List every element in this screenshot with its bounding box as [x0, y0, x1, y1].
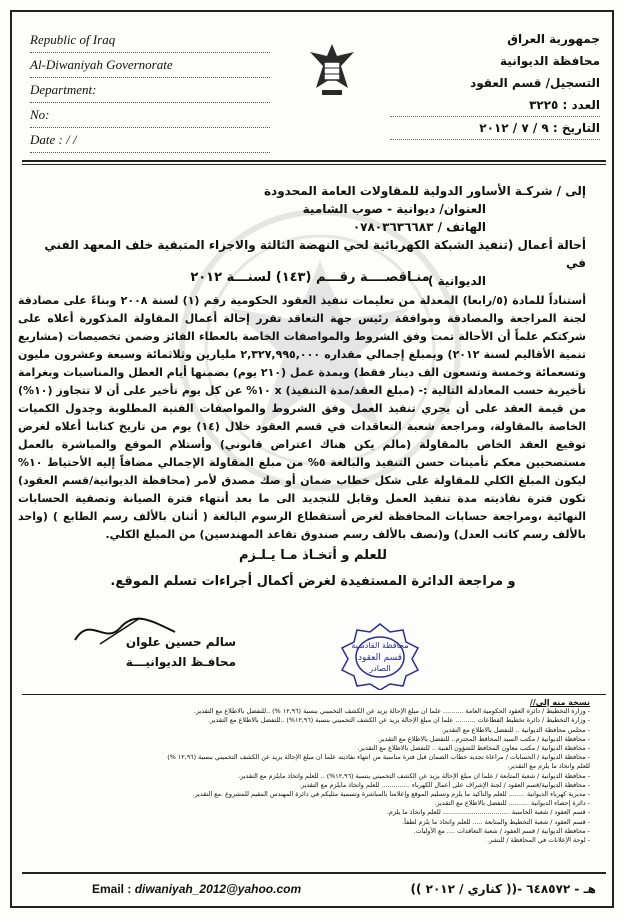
seal-text-top: محافظة القادسية	[351, 641, 409, 650]
seal-text-middle: قسم العقود	[358, 653, 402, 663]
distribution-line: - مديرية كهرباء الديوانية ........ للعلم والتأكيد ما يلزم وتسليم الموقع وإعلامنا بالمباشرة وتسمية مثليكم في دائرة المهندس المقيم للمشروع .مع التقدير.	[192, 790, 590, 799]
distribution-line: - مجلس محافظة الديوانية .. للتفضل بالاطلاع مع التقدير.	[441, 725, 590, 734]
distribution-title: نسخة منه إلى//	[529, 698, 590, 707]
reference-number: العدد : ٣٢٢٥	[390, 94, 600, 117]
header-divider	[22, 160, 606, 162]
distribution-line: - محافظة الديوانية / مكتب السيد المحافظ المحترم.. للتفضل بالاطلاع مع التقدير.	[377, 734, 590, 743]
distribution-line: - قسم العقود / شعبة الحاسبة ................................. للعلم واتخاذ ما يلزم.	[386, 808, 590, 817]
date-field: Date : / /	[30, 128, 270, 153]
signatory-title: محافـظ الديوانيـــة	[125, 655, 236, 669]
country-name: Republic of Iraq	[30, 28, 270, 53]
distribution-line: - محافظة الديوانية / قسم العقود / شعبة التعاقدات .... مع الأوليات.	[413, 826, 590, 835]
official-seal-icon	[330, 620, 430, 690]
distribution-line: - وزارة التخطيط / دائرة العقود الحكومية العامة .......... علما ان مبلغ الإحالة يزيد عن الكشف التخميني بنسبة (١٢,٩٦ %) ..للتفضل بالاطلاع مع التقدير.	[193, 707, 590, 716]
footer-divider	[22, 872, 606, 874]
footer-phone: هـ - ٦٤٨٥٧٢ -(( كناري / ٢٠١٢ ))	[410, 882, 596, 896]
department-arabic: التسجيل/ قسم العقود	[470, 76, 600, 90]
letterhead-arabic	[390, 28, 600, 140]
addressee-company: إلى / شركـة الأساور الدولية للمقاولات العامة المحدودة	[263, 184, 586, 198]
distribution-line: - محافظة الديوانية / مكتب معاون المحافظ للشؤون الفنية .. للتفضل بالاطلاع مع التقدير.	[357, 744, 590, 753]
footer-email	[92, 876, 301, 902]
signatory-name: سالم حسين علوان	[125, 635, 236, 649]
distribution-list	[20, 698, 590, 845]
addressee-location: العنوان/ ديوانية - صوب الشامية	[302, 202, 486, 216]
distribution-line: - لوحة الإعلانات في المحافظة / للنشر.	[487, 836, 590, 845]
subject-line-continued: الديوانية )	[427, 274, 486, 288]
letterhead-english	[30, 28, 270, 153]
tender-number: منـاقصــــة رقـــم (١٤٣) لسنـــة ٢٠١٢	[190, 270, 430, 285]
seal-text-bottom: الصادر	[369, 664, 391, 673]
eagle-emblem-icon	[304, 40, 360, 100]
number-field: No:	[30, 103, 270, 128]
body-paragraph: أستناداً للمادة (٥/رابعا) المعدلة من تعليمات تنفيذ العقود الحكومية رقم (١) لسنة ٢٠٠٨ وبناءً على مصادقة لجنة المراجعة والمصادقة وموافقة رئيس جهة التعاقد تقرر إحالة أعمال المقاولة المذكورة أعلاه على شركتكم علماً أن الأحالة تمت وفق الشروط والمواصفات الخاصة بالعطاء الفائز وضمن تخصيصات (مشاريع تنمية الأقاليم لسنة ٢٠١٢) وبمبلغ إجمالي مقداره ٢,٣٢٧,٩٩٥,٠٠٠ مليارين وثلاثمائة وسبعة وعشرون مليون وتسعمائة وخمسة وتسعون الف دينار فقط) وبمدة عمل (٢١٠ يوم) بضمنها أيام العطل والمناسبات وبغرامة تأخيرية حسب المعادلة التالية :- (مبلغ العقد/مدة التنفيذ) x ١٠% عن كل يوم تأخير على أن لا تتجاوز (١٠%) من قيمة العقد على أن يجري تنفيذ العمل وفق الشروط والمواصفات الفنية المطلوبة وجدول الكميات الخاصة بالمقاولة، ومراجعة شعبة التعاقدات في قسم العقود خلال (١٤) يوم من تاريخ كتابنا أعلاه لغرض توقيع العقد الخاص بالمقاولة (مالم يكن هناك اعتراض قانوني) وأستلام الموقع والمباشرة بالعمل مستصحبين معكم تأمينات حسن التنفيذ والبالغة ٥% من مبلغ المقاولة الإجمالي مضافاً إليه الأحتياط ١٠% ليكون المبلغ الكلي للمقاولة على شكل خطاب ضمان أو صك مصدق لأمر (محافظة الديوانية/قسم العقود) تكون فترة نفاذيته مدة تنفيذ العمل وقابل للتجديد الى ما بعد أنتهاء فترة الصيانة وتصفية الحسابات النهائية ،ومراجعة حسابات المحافظة لغرض أستقطاع الرسوم البالغة ( أثنان بالألف رسم الطابع ) (واحد بالألف رسم كاتب العدل) و(نصف بالألف رسم صندوق تقاعد المهندسين) من المبلغ الكلي.	[18, 294, 587, 541]
subject-line: أحالة أعمال (تنفيذ الشبكة الكهربائية لحي النهضة الثالثة والاجزاء المتبقية خلف المعهد الفني في	[44, 238, 586, 270]
distribution-line: للعلم واتخاذ ما يلزم مع التقدير.	[507, 762, 590, 771]
distribution-line: - محافظة الديوانية/قسم العقود / لجنة الإشراف على أعمال الكهرباء .............. للعلم واتخاذ مايلزم مع التقدير.	[299, 780, 590, 789]
department-field: Department:	[30, 78, 270, 103]
email-address: diwaniyah_2012@yahoo.com	[134, 882, 302, 896]
distribution-line: - محافظة الديوانية / الحسابات / مراعاة تجديد خطاب الضمان قبل فترة مناسبة من انتهاء نفاذيته علما ان مبلغ الإحالة يزيد عن الكشف التخميني بنسبة (١٢,٩٦ %)	[167, 753, 590, 762]
republic-arabic: جمهورية العراق	[507, 32, 600, 46]
distribution-line: - دائرة إحصاء الديوانية .......... للتفضل بالاطلاع مع التقدير.	[434, 799, 590, 808]
header-divider-thin	[22, 164, 606, 165]
closing-instruction: للعلم و أتخـاذ مـا يـلـزم	[239, 548, 387, 563]
distribution-line: - محافظة الديوانية / شعبة المتابعة / علما ان مبلغ الإحالة يزيد عن الكشف التخميني بنسبة (١٢,٩٦%) .. للعلم واتخاذ مايلزم مع التقدير.	[238, 771, 590, 780]
closing-note: و مراجعة الدائرة المستفيدة لغرض أكمال أجراءات تسلم الموقع.	[110, 574, 516, 589]
governorate-arabic: محافظة الديوانية	[500, 54, 600, 68]
email-label: Email :	[92, 882, 132, 896]
letterhead	[22, 22, 606, 158]
signature-block	[86, 632, 236, 672]
reference-date: التاريخ : ٩ / ٧ / ٢٠١٢	[390, 117, 600, 140]
copies-divider	[22, 694, 606, 695]
distribution-line: - قسم العقود / شعبة التخطيط والمتابعة ..... للعلم واتخاذ ما يلزم لطفاً.	[402, 817, 590, 826]
footer	[22, 876, 606, 902]
distribution-line: - وزارة التخطيط / دائرة تخطيط القطاعات .......... علما ان مبلغ الإحالة يزيد عن الكشف التخميني بنسبة (١٢,٩٦%) ..للتفضل بالاطلاع مع التقدير.	[208, 716, 590, 725]
governorate-name: Al-Diwaniyah Governorate	[30, 53, 270, 78]
addressee-phone: الهاتف / ٠٧٨٠٣٦٣٦٦٨٣	[352, 220, 486, 234]
